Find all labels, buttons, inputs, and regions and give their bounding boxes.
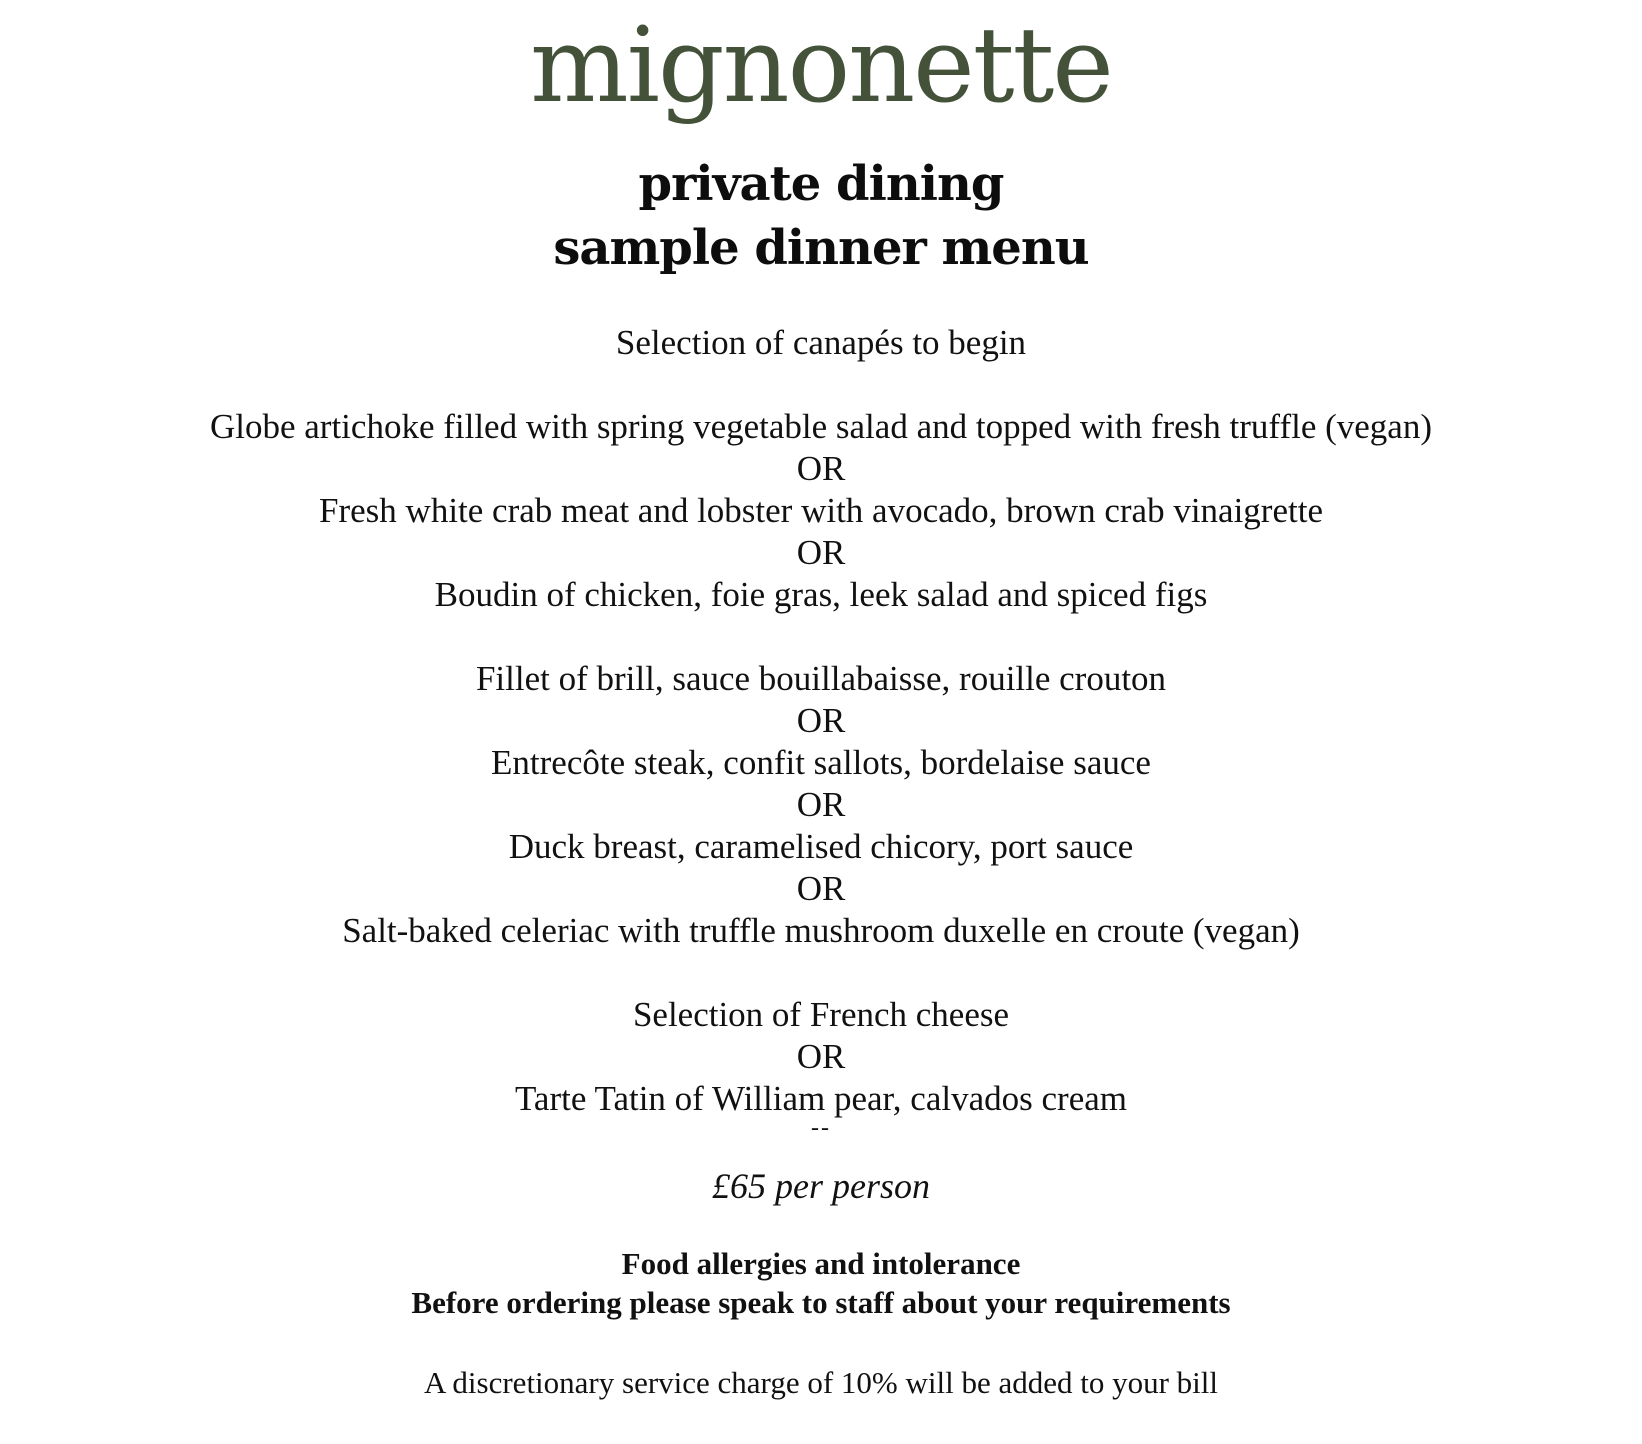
- page-title-line-1: private dining: [638, 156, 1004, 212]
- allergy-heading: Food allergies and intolerance: [621, 1246, 1021, 1281]
- starter-item-2: Fresh white crab meat and lobster with avocado, brown crab vinaigrette: [319, 491, 1323, 530]
- price-per-person: £65 per person: [712, 1166, 930, 1206]
- or-divider: OR: [796, 533, 846, 572]
- service-charge-note: A discretionary service charge of 10% will be added to your bill: [424, 1365, 1218, 1400]
- main-item-1: Fillet of brill, sauce bouillabaisse, rouille crouton: [475, 659, 1167, 698]
- section-separator: --: [811, 1115, 831, 1141]
- dessert-item-1: Selection of French cheese: [632, 995, 1010, 1034]
- or-divider: OR: [796, 701, 846, 740]
- or-divider: OR: [796, 869, 846, 908]
- starter-item-1: Globe artichoke filled with spring vegetable salad and topped with fresh truffle (vegan): [209, 407, 1432, 446]
- or-divider: OR: [796, 785, 846, 824]
- main-item-2: Entrecôte steak, confit sallots, bordelaise sauce: [491, 743, 1151, 782]
- main-item-3: Duck breast, caramelised chicory, port sauce: [508, 827, 1134, 866]
- brand-logo: mignonette: [530, 4, 1112, 126]
- main-item-4: Salt-baked celeriac with truffle mushroom duxelle en croute (vegan): [342, 911, 1300, 950]
- dessert-item-2: Tarte Tatin of William pear, calvados cream: [515, 1079, 1127, 1118]
- canapes-line: Selection of canapés to begin: [615, 323, 1027, 362]
- page-title-line-2: sample dinner menu: [553, 220, 1089, 276]
- allergy-note: Before ordering please speak to staff about your requirements: [411, 1285, 1231, 1320]
- or-divider: OR: [796, 1037, 846, 1076]
- starter-item-3: Boudin of chicken, foie gras, leek salad and spiced figs: [434, 575, 1208, 614]
- or-divider: OR: [796, 449, 846, 488]
